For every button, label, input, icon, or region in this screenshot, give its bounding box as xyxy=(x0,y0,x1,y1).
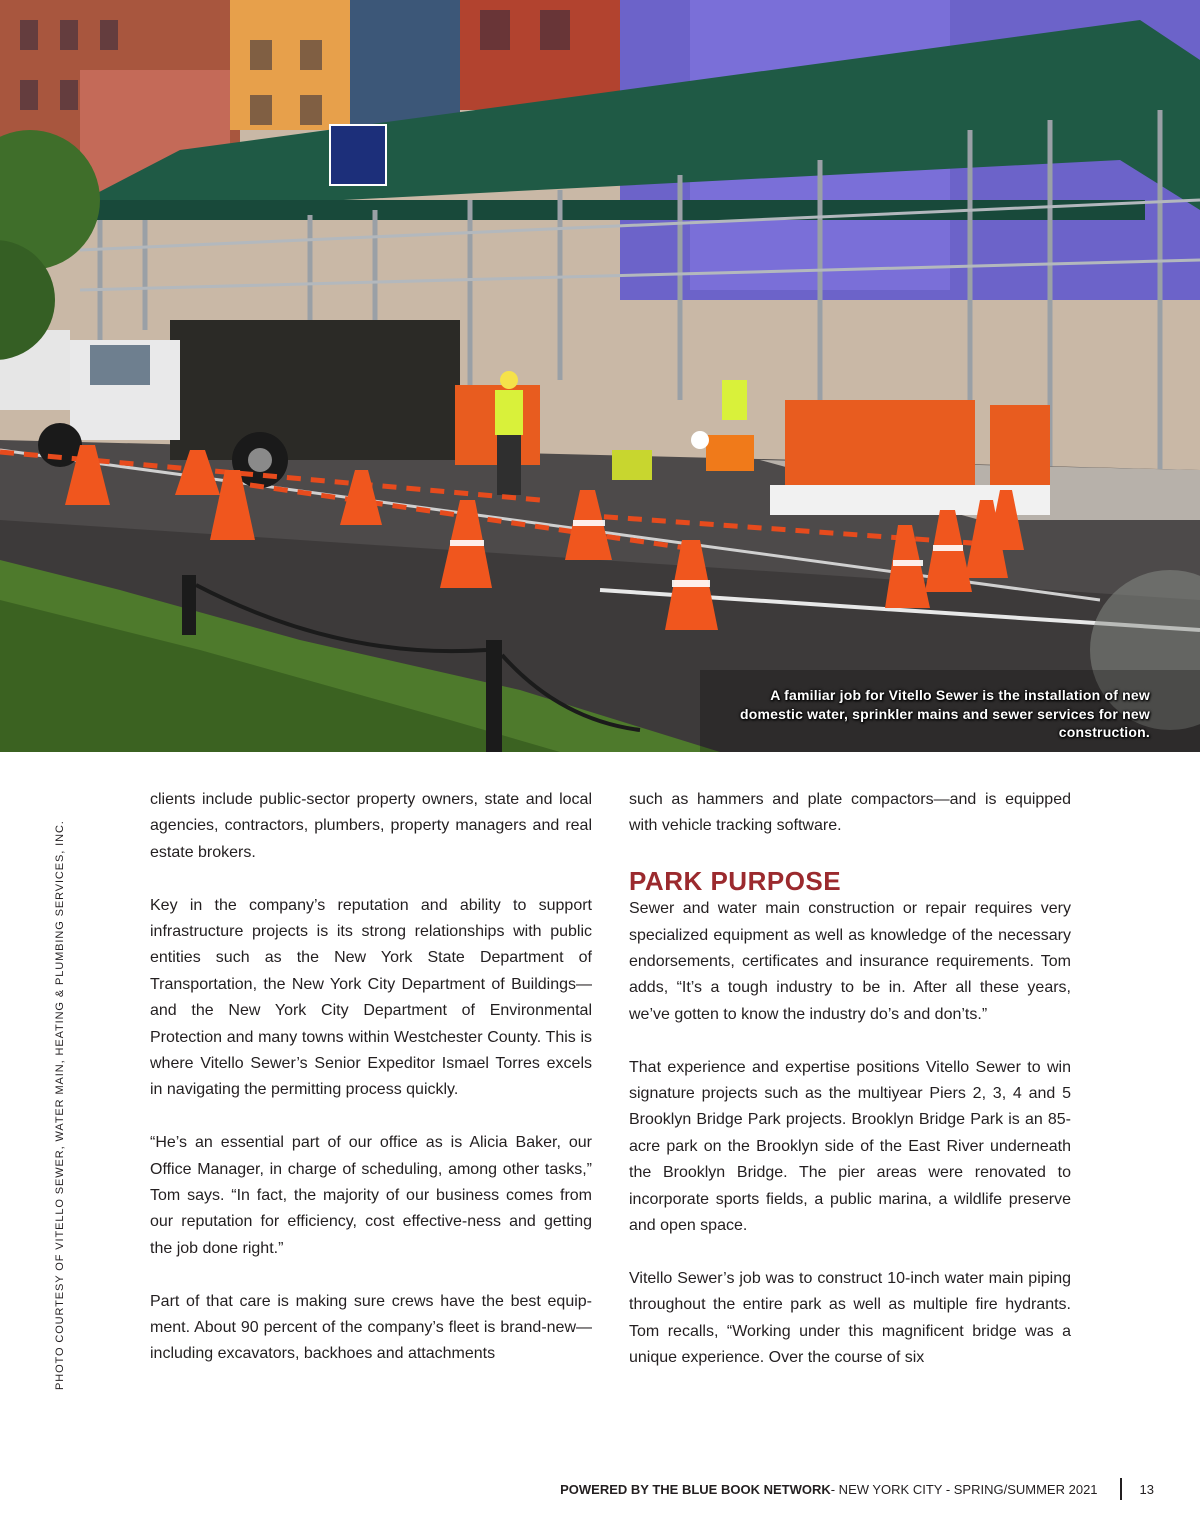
hero-photo xyxy=(0,0,1200,752)
page-footer xyxy=(560,1478,1154,1500)
paragraph: Sewer and water main construction or repair requires very specialized equipment as well as knowledge of the necessary endorsements, certificates and insurance requirements. Tom adds, “It’s a tough industry to be in. After all these years, we’ve gotten to know the industry do’s and don’ts.” xyxy=(629,900,1071,1023)
left-column xyxy=(150,787,592,1394)
paragraph: Part of that care is making sure crews have the best equip-ment. About 90 percent of the company’s fleet is brand-new—including excavators, backhoes and attachments xyxy=(150,1292,592,1363)
footer-brand: POWERED BY THE BLUE BOOK NETWORK xyxy=(560,1481,831,1497)
page-number: 13 xyxy=(1139,1481,1154,1497)
construction-site-illustration xyxy=(0,0,1200,752)
paragraph: Key in the company’s reputation and ability to support infrastructure projects is its strong relationships with public entities such as the New York State Department of Transportation, the New York City Department of Buildings—and the New York City Department of Environmental Protection and many towns within Westchester County. This is where Vitello Sewer’s Senior Expeditor Ismael Torres excels in navigating the permitting process quickly. xyxy=(150,896,592,1099)
footer-divider xyxy=(1120,1478,1122,1500)
paragraph: such as hammers and plate compactors—and is equipped with vehicle tracking software. xyxy=(629,791,1071,835)
section-heading: PARK PURPOSE xyxy=(629,866,842,897)
photo-credit: PHOTO COURTESY OF VITELLO SEWER, WATER MAIN, HEATING & PLUMBING SERVICES, INC. xyxy=(54,820,66,1390)
paragraph: Vitello Sewer’s job was to construct 10-inch water main piping throughout the entire park as well as multiple fire hydrants. Tom recalls, “Working under this magnificent bridge was a unique experience. Over the course of six xyxy=(629,1269,1071,1367)
paragraph: clients include public-sector property owners, state and local agencies, contractors, plumbers, property managers and real estate brokers. xyxy=(150,791,592,861)
paragraph: “He’s an essential part of our office as is Alicia Baker, our Office Manager, in charge of scheduling, among other tasks,” Tom says. “In fact, the majority of our business comes from our reputation for efficiency, cost effective-ness and getting the job done right.” xyxy=(150,1134,592,1257)
right-column xyxy=(629,787,1071,1398)
footer-issue: - NEW YORK CITY - SPRING/SUMMER 2021 xyxy=(830,1481,1098,1497)
photo-caption: A familiar job for Vitello Sewer is the installation of new domestic water, sprinkler mains and sewer services for new construction. xyxy=(740,687,1150,740)
paragraph: That experience and expertise positions Vitello Sewer to win signature projects such as the multiyear Piers 2, 3, 4 and 5 Brooklyn Bridge Park projects. Brooklyn Bridge Park is an 85-acre park on the Brooklyn side of the East River underneath the Brooklyn Bridge. The pier areas were renovated to incorporate sports fields, a public marina, a wildlife preserve and open space. xyxy=(629,1058,1071,1235)
